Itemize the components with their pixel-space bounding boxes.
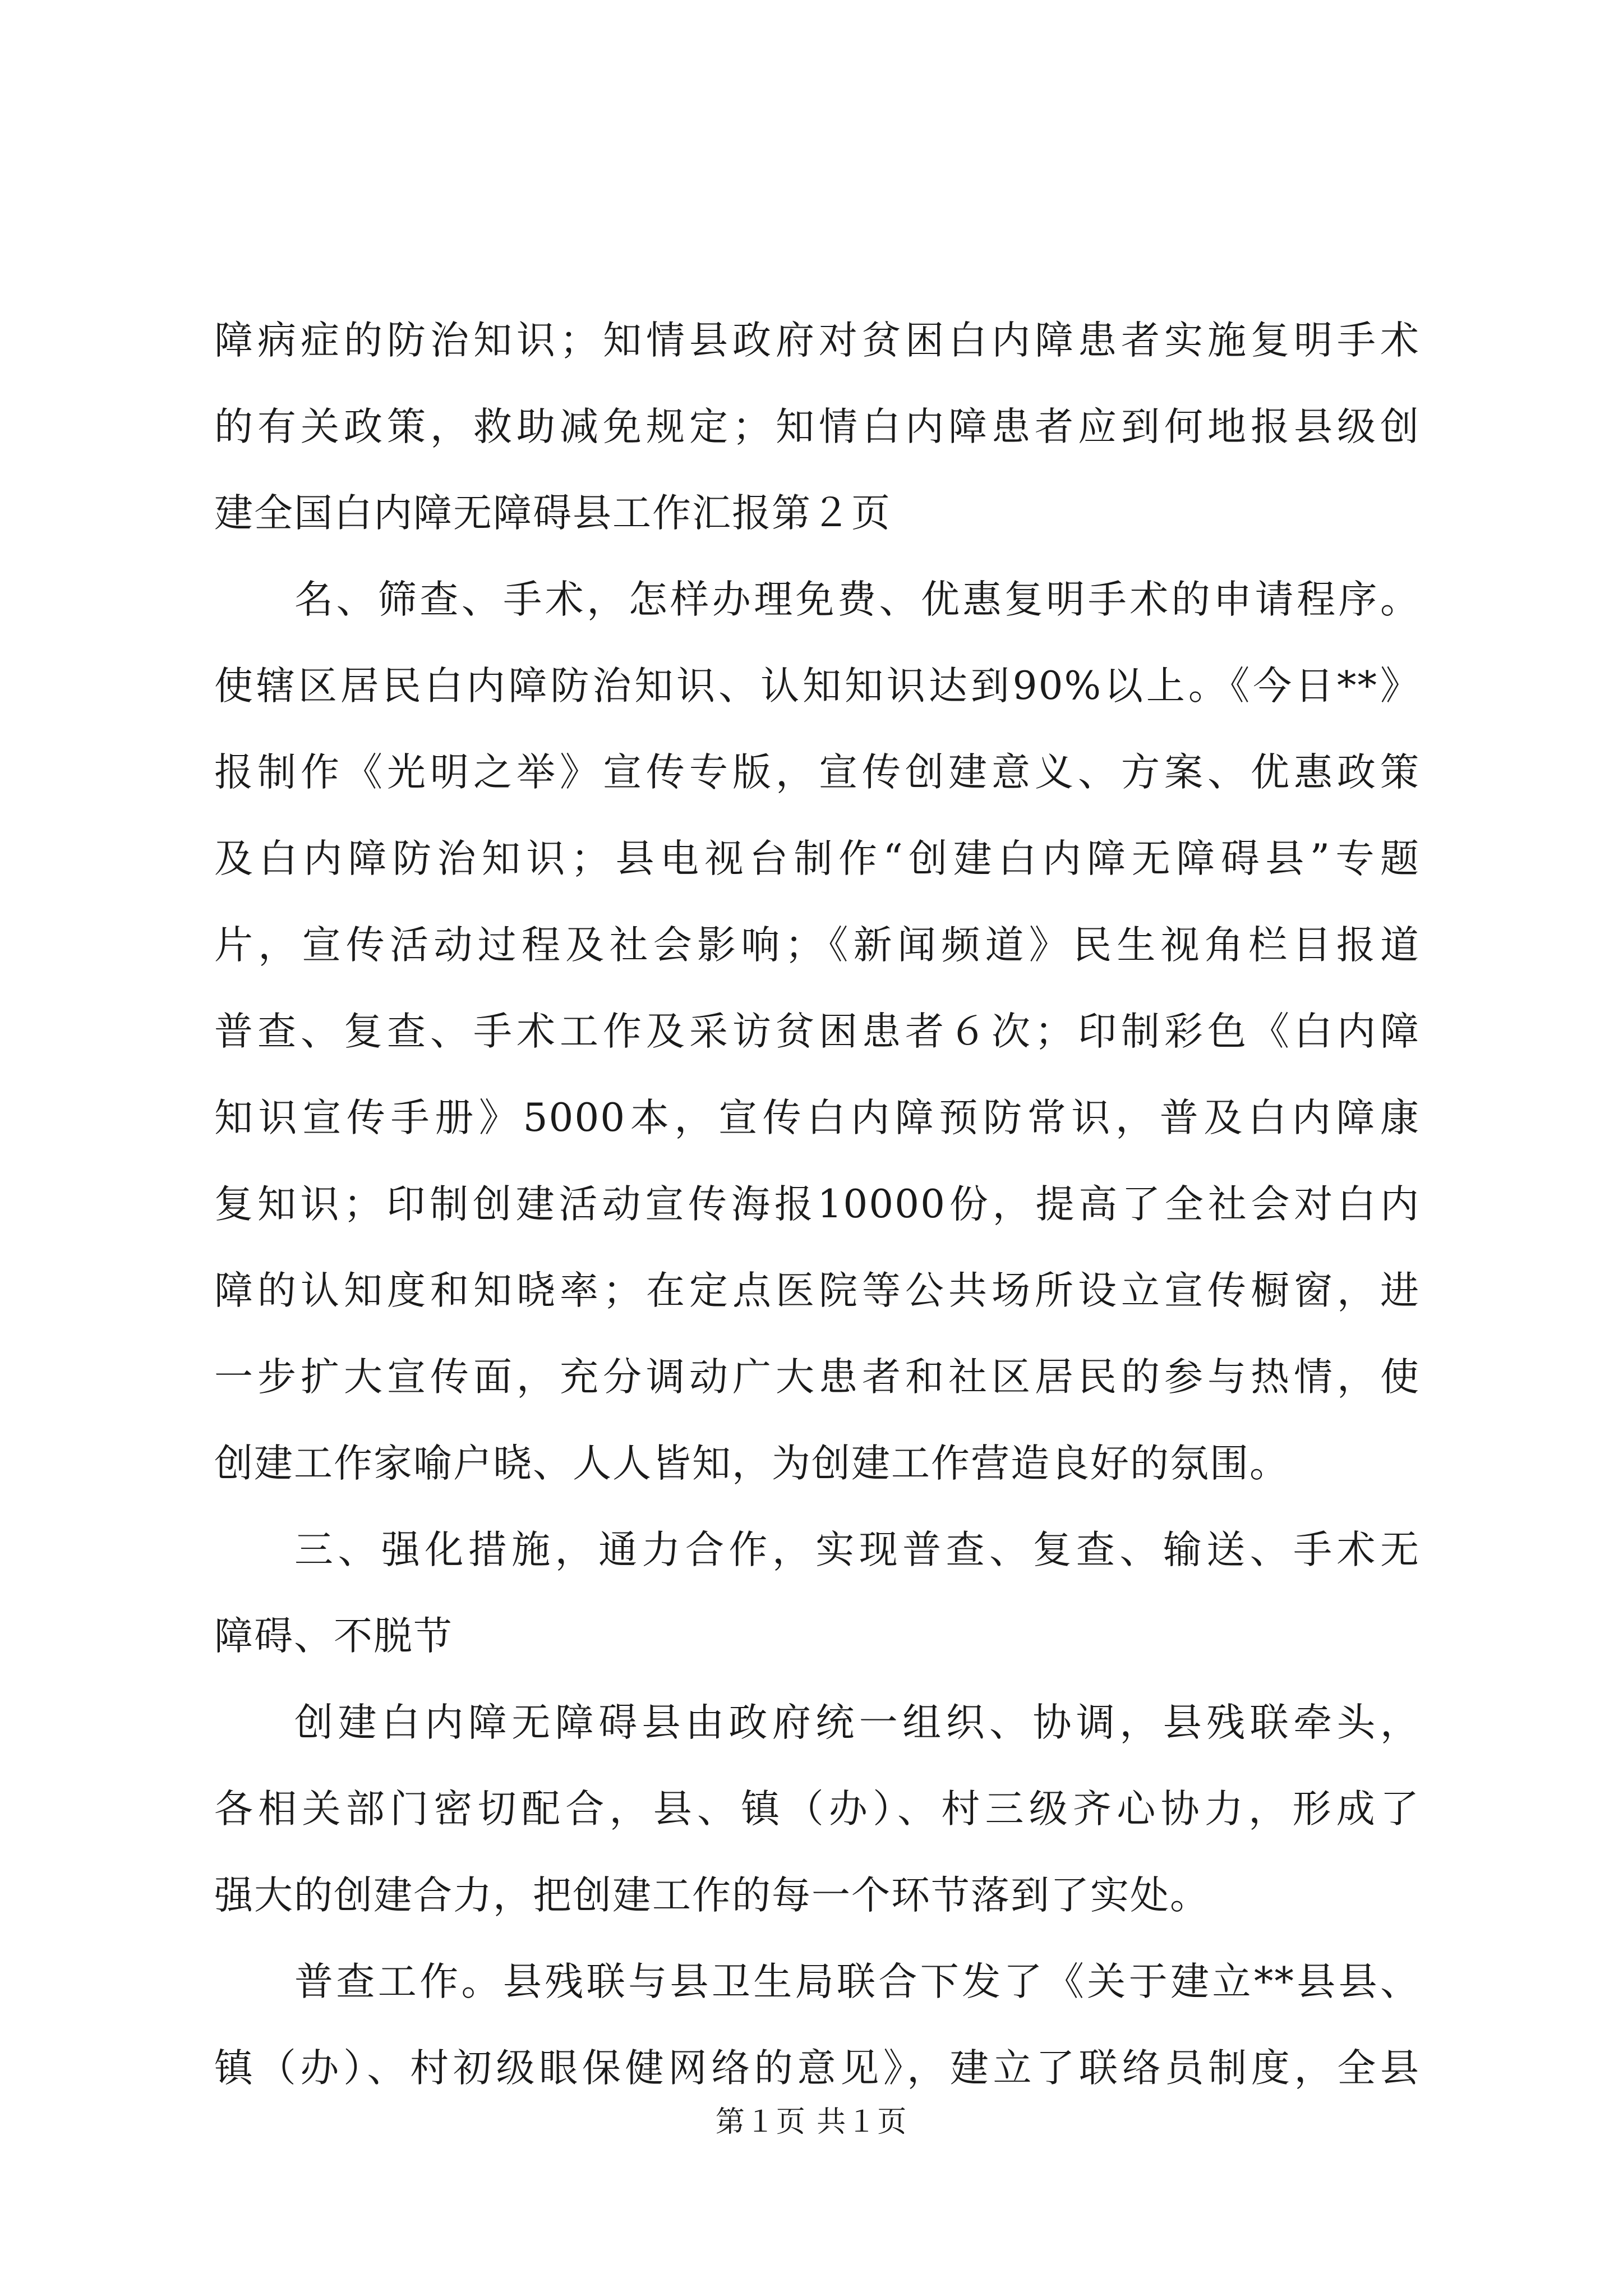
text-line: 各相关部门密切配合，县、镇（办）、村三级齐心协力，形成了 <box>214 1787 1420 1832</box>
text-line: 报制作《光明之举》宣传专版，宣传创建意义、方案、优惠政策 <box>214 750 1420 795</box>
text-line: 名、筛查、手术，怎样办理免费、优惠复明手术的申请程序。 <box>294 577 1420 622</box>
text-line: 一步扩大宣传面，充分调动广大患者和社区居民的参与热情，使 <box>214 1355 1420 1400</box>
text-line: 建全国白内障无障碍县工作汇报第２页 <box>214 491 891 536</box>
text-line: 障病症的防治知识；知情县政府对贫困白内障患者实施复明手术 <box>214 318 1420 363</box>
text-line: 创建工作家喻户晓、人人皆知，为创建工作营造良好的氛围。 <box>214 1441 1289 1486</box>
text-line: 三、强化措施，通力合作，实现普查、复查、输送、手术无 <box>294 1527 1420 1572</box>
text-line: 知识宣传手册》5000本，宣传白内障预防常识，普及白内障康 <box>214 1096 1420 1140</box>
text-line: 强大的创建合力，把创建工作的每一个环节落到了实处。 <box>214 1873 1210 1918</box>
text-line: 及白内障防治知识；县电视台制作“创建白内障无障碍县”专题 <box>214 836 1420 881</box>
text-line: 普查、复查、手术工作及采访贫困患者６次；印制彩色《白内障 <box>214 1009 1420 1054</box>
paragraph <box>214 556 1420 1507</box>
section-heading <box>214 1507 1420 1680</box>
text-line: 片，宣传活动过程及社会影响；《新闻频道》民生视角栏目报道 <box>214 923 1420 968</box>
page-footer: 第１页 共１页 <box>715 2105 908 2139</box>
text-line: 障碍、不脱节 <box>214 1614 453 1659</box>
text-line: 障的认知度和知晓率；在定点医院等公共场所设立宣传橱窗，进 <box>214 1268 1420 1313</box>
paragraph <box>214 1939 1420 2111</box>
text-line: 复知识；印制创建活动宣传海报10000份，提高了全社会对白内 <box>214 1182 1420 1227</box>
document-body <box>214 297 1420 2111</box>
paragraph <box>214 1680 1420 1939</box>
text-line: 的有关政策，救助减免规定；知情白内障患者应到何地报县级创 <box>214 404 1420 449</box>
paragraph <box>214 297 1420 556</box>
text-line: 使辖区居民白内障防治知识、认知知识达到90%以上。《今日**》 <box>214 664 1420 708</box>
text-line: 普查工作。县残联与县卫生局联合下发了《关于建立**县县、 <box>294 1959 1420 2004</box>
text-line: 创建白内障无障碍县由政府统一组织、协调，县残联牵头， <box>294 1700 1420 1745</box>
text-line: 镇（办）、村初级眼保健网络的意见》，建立了联络员制度，全县 <box>214 2046 1420 2091</box>
